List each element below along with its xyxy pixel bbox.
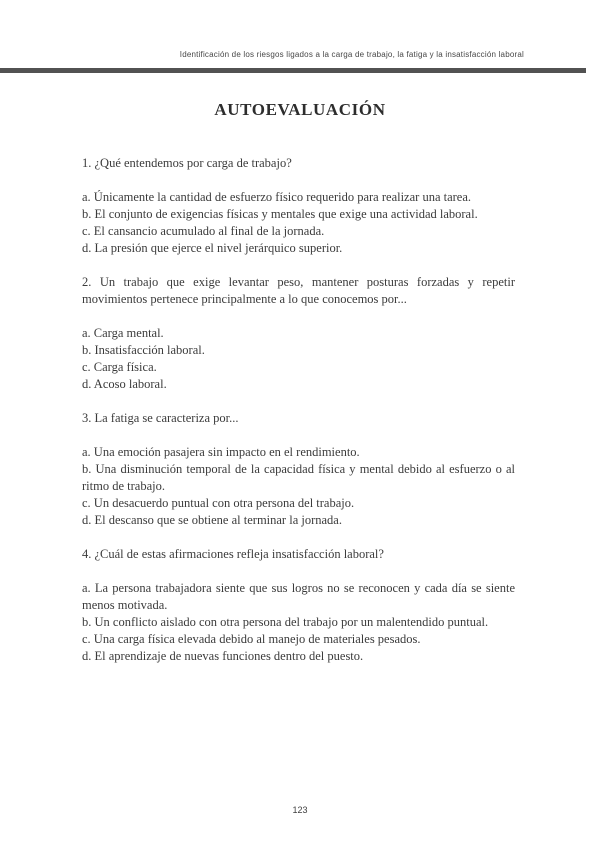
question-1-option-b: b. El conjunto de exigencias físicas y mentales que exige una actividad laboral. xyxy=(82,207,478,221)
question-1-options xyxy=(82,189,515,257)
quiz-content xyxy=(82,155,515,665)
question-2-option-c: c. Carga física. xyxy=(82,360,157,374)
question-1-option-a: a. Únicamente la cantidad de esfuerzo físico requerido para realizar una tarea. xyxy=(82,190,472,204)
question-3-text: 3. La fatiga se caracteriza por... xyxy=(82,411,239,425)
page-number: 123 xyxy=(292,805,308,815)
question-3-options xyxy=(82,444,515,529)
question-4-option-c: c. Una carga física elevada debido al manejo de materiales pesados. xyxy=(82,632,421,646)
question-3-option-a: a. Una emoción pasajera sin impacto en el rendimiento. xyxy=(82,445,360,459)
question-4-option-d: d. El aprendizaje de nuevas funciones dentro del puesto. xyxy=(82,649,364,663)
page-title: AUTOEVALUACIÓN xyxy=(214,100,386,119)
question-2-option-d: d. Acoso laboral. xyxy=(82,377,167,391)
question-4-option-b: b. Un conflicto aislado con otra persona del trabajo por un malentendido puntual. xyxy=(82,615,489,629)
question-1-text: 1. ¿Qué entendemos por carga de trabajo? xyxy=(82,156,292,170)
question-2-option-a: a. Carga mental. xyxy=(82,326,164,340)
question-4-text: 4. ¿Cuál de estas afirmaciones refleja insatisfacción laboral? xyxy=(82,547,384,561)
question-2-option-b: b. Insatisfacción laboral. xyxy=(82,343,205,357)
header-rule xyxy=(0,68,586,73)
question-3-option-c: c. Un desacuerdo puntual con otra persona del trabajo. xyxy=(82,496,355,510)
question-2-text: 2. Un trabajo que exige levantar peso, mantener posturas forzadas y repetir movimientos pertenece principalmente a lo que conocemos por... xyxy=(82,275,515,306)
question-3-option-d: d. El descanso que se obtiene al terminar la jornada. xyxy=(82,513,342,527)
running-header-text: Identificación de los riesgos ligados a la carga de trabajo, la fatiga y la insatisfacción laboral xyxy=(179,50,524,59)
question-4-option-a: a. La persona trabajadora siente que sus logros no se reconocen y cada día se siente menos motivada. xyxy=(82,581,515,612)
question-1-option-d: d. La presión que ejerce el nivel jerárquico superior. xyxy=(82,241,343,255)
question-3-option-b: b. Una disminución temporal de la capacidad física y mental debido al esfuerzo o al ritmo de trabajo. xyxy=(82,462,515,493)
question-1-option-c: c. El cansancio acumulado al final de la jornada. xyxy=(82,224,325,238)
question-4-options xyxy=(82,580,515,665)
question-2-options xyxy=(82,325,515,393)
